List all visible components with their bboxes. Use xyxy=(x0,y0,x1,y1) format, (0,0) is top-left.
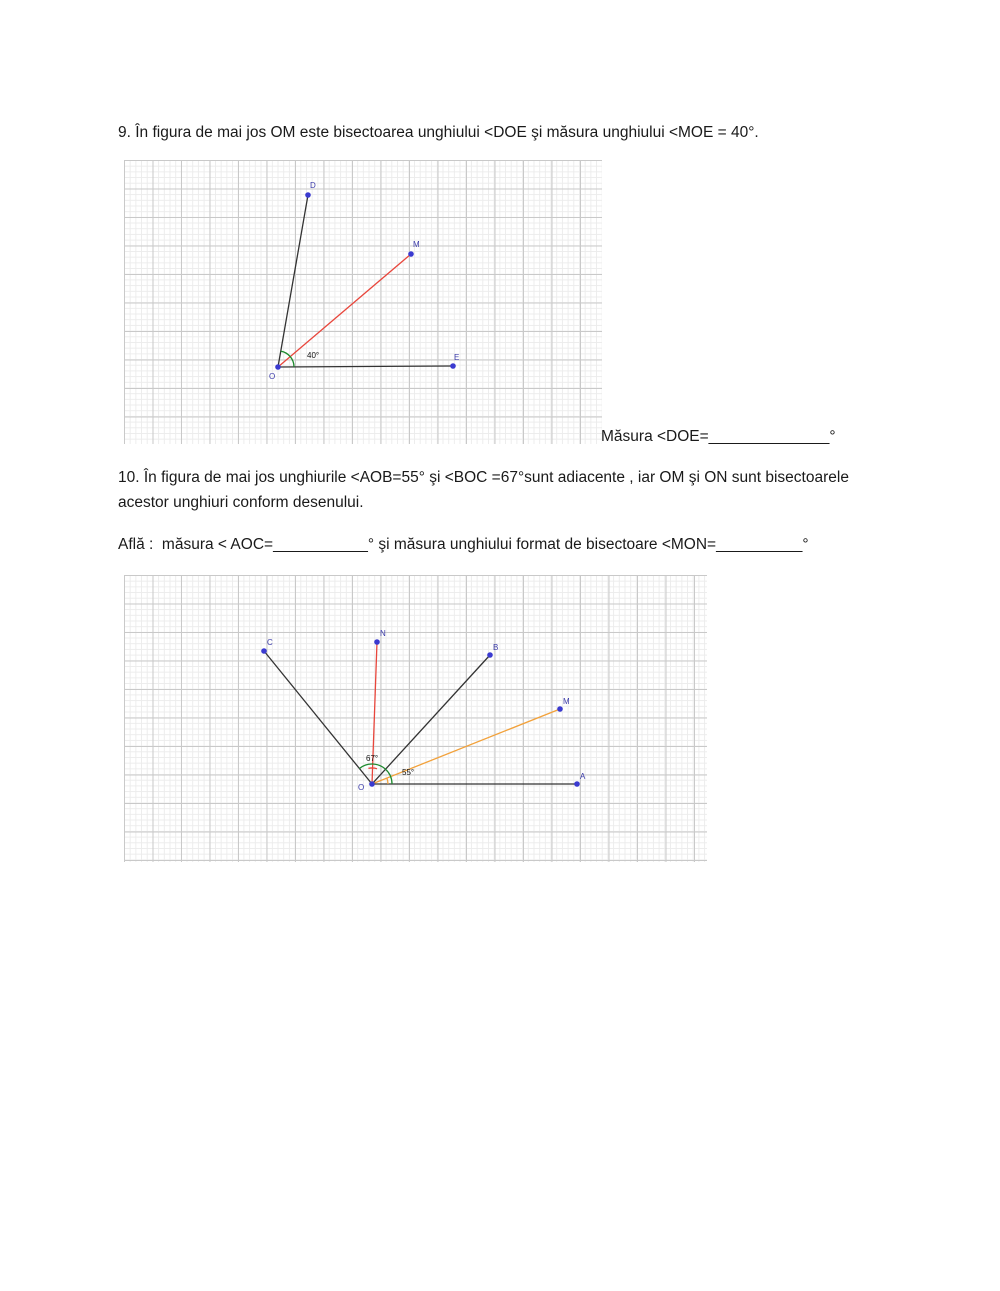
angle-arc-mark-a xyxy=(387,778,388,784)
angle-arc-dom xyxy=(281,351,290,356)
label-o: O xyxy=(269,372,276,381)
point-d xyxy=(305,192,311,198)
point-b xyxy=(487,652,493,658)
bisector-om xyxy=(278,254,411,367)
question-9-text: 9. În figura de mai jos OM este bisectoarea unghiului <DOE şi măsura unghiului <MOE = 40°. xyxy=(118,124,759,141)
angle-label-moe: 40° xyxy=(307,351,320,360)
point-m xyxy=(408,251,414,257)
figure-angle-doe xyxy=(124,160,602,444)
label-b: B xyxy=(493,643,499,652)
label-m: M xyxy=(413,240,420,249)
segment-oe xyxy=(278,366,453,367)
figure-1-drawing xyxy=(124,160,602,444)
point-o xyxy=(369,781,375,787)
label-a: A xyxy=(580,772,586,781)
label-o: O xyxy=(358,783,365,792)
label-m: M xyxy=(563,697,570,706)
angle-arc-moe xyxy=(290,357,294,367)
label-c: C xyxy=(267,638,273,647)
question-10-text-line-2: acestor unghiuri conform desenului. xyxy=(118,494,364,511)
angle-label-boc: 67° xyxy=(366,754,379,763)
angle-arc-mark-n xyxy=(368,768,377,769)
segment-oc xyxy=(264,651,372,784)
point-n xyxy=(374,639,380,645)
segment-ob xyxy=(372,655,490,784)
question-9-answer-line: Măsura <DOE=______________° xyxy=(601,428,836,445)
point-a xyxy=(574,781,580,787)
point-c xyxy=(261,648,267,654)
label-e: E xyxy=(454,353,460,362)
label-n: N xyxy=(380,629,386,638)
segment-od xyxy=(278,195,308,367)
point-m xyxy=(557,706,563,712)
label-d: D xyxy=(310,181,316,190)
question-10-text-line-1: 10. În figura de mai jos unghiurile <AOB=55° şi <BOC =67°sunt adiacente , iar OM şi ON sunt bisectoarele xyxy=(118,469,849,486)
angle-label-aob: 55° xyxy=(402,768,415,777)
angle-arc-aob xyxy=(386,769,393,784)
question-10-find-line: Află : măsura < AOC=___________° şi măsura unghiului format de bisectoare <MON=__________° xyxy=(118,536,809,553)
figure-angles-aob-boc xyxy=(124,575,707,862)
point-o xyxy=(275,364,281,370)
bisector-om xyxy=(372,709,560,784)
point-e xyxy=(450,363,456,369)
figure-2-drawing xyxy=(124,575,707,862)
